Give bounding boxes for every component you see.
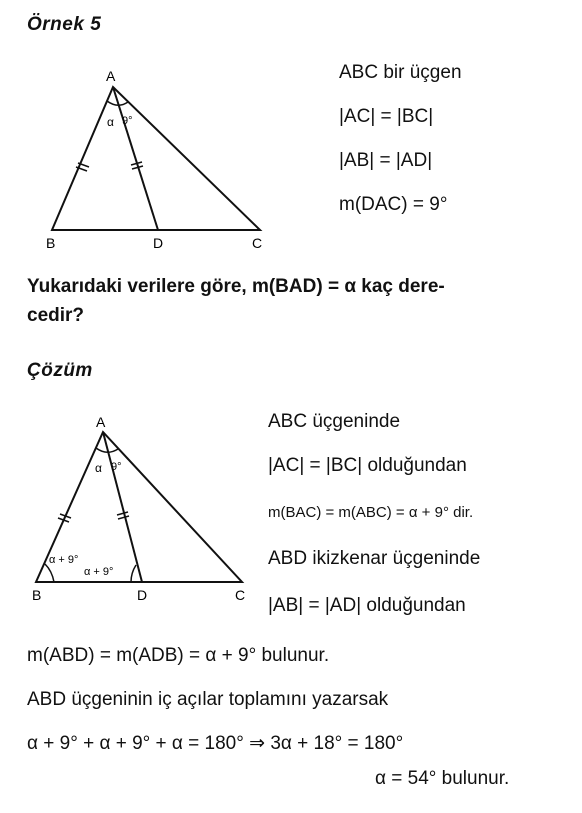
label-a: A xyxy=(96,414,106,430)
given-4: m(DAC) = 9° xyxy=(339,194,448,215)
triangle-figure-1 xyxy=(40,64,270,254)
triangle-abc xyxy=(52,87,260,230)
label-c: C xyxy=(252,235,263,251)
tick-ad-2 xyxy=(118,516,129,519)
solution-heading: Çözüm xyxy=(27,360,93,381)
solution-line-3: α + 9° + α + 9° + α = 180° ⇒ 3α + 18° = 180° xyxy=(27,733,404,754)
question-line-2: cedir? xyxy=(27,305,85,326)
label-b: B xyxy=(32,587,42,603)
solution-side-1: ABC üçgeninde xyxy=(268,411,401,432)
label-9deg: 9° xyxy=(111,461,122,473)
label-a: A xyxy=(106,68,116,84)
solution-line-4: α = 54° bulunur. xyxy=(375,768,510,789)
solution-side-4: ABD ikizkenar üçgeninde xyxy=(268,548,481,569)
label-alpha: α xyxy=(95,461,102,475)
example-heading: Örnek 5 xyxy=(27,14,102,35)
solution-side-5: |AB| = |AD| olduğundan xyxy=(268,595,466,616)
label-alpha: α xyxy=(107,115,114,129)
tick-ad-1 xyxy=(117,512,128,515)
label-9deg: 9° xyxy=(122,115,133,127)
label-b: B xyxy=(46,235,56,251)
solution-line-2: ABD üçgeninin iç açılar toplamını yazarsak xyxy=(27,689,389,710)
label-d: D xyxy=(153,235,164,251)
given-2: |AC| = |BC| xyxy=(339,106,434,127)
given-1: ABC bir üçgen xyxy=(339,62,462,83)
label-angle-d: α + 9° xyxy=(84,566,114,578)
label-angle-b: α + 9° xyxy=(49,554,79,566)
label-d: D xyxy=(137,587,148,603)
angle-arc-b xyxy=(45,564,54,582)
angle-arc-d xyxy=(131,565,136,582)
solution-side-2: |AC| = |BC| olduğundan xyxy=(268,455,467,476)
solution-side-3: m(BAC) = m(ABC) = α + 9° dir. xyxy=(268,504,474,521)
question-line-1: Yukarıdaki verilere göre, m(BAD) = α kaç dere- xyxy=(27,276,445,297)
solution-line-1: m(ABD) = m(ADB) = α + 9° bulunur. xyxy=(27,645,330,666)
given-3: |AB| = |AD| xyxy=(339,150,433,171)
label-c: C xyxy=(235,587,246,603)
triangle-figure-2 xyxy=(28,414,258,610)
